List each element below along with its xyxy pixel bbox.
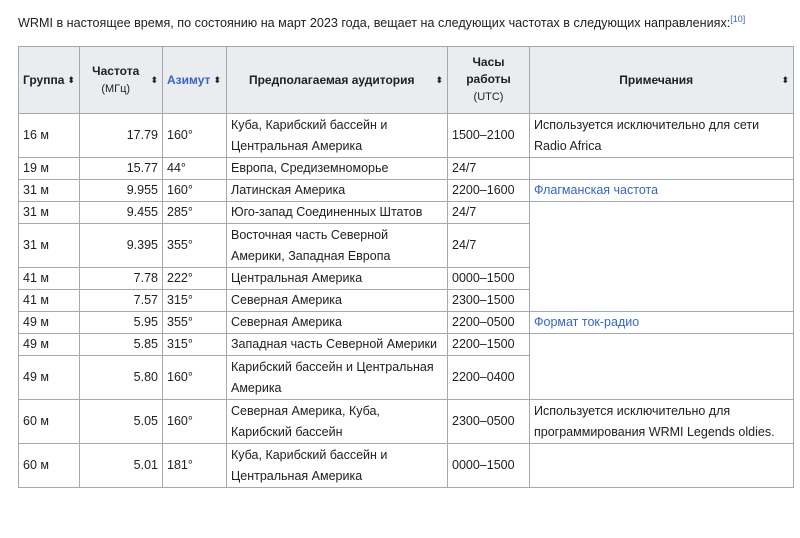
table-row: 60 м 5.01 181° Куба, Карибский бассейн и Центральная Америка 0000–1500 [19,444,794,488]
intro-text: WRMI в настоящее время, по состоянию на март 2023 года, вещает на следующих частотах в следующих направлениях: [18,16,731,30]
column-header-azimuth[interactable] [163,47,227,114]
note-cell [530,312,794,334]
table-row: 31 м 9.955 160° Латинская Америка 2200–1600 Флагманская частота [19,180,794,202]
table-row: 49 м 5.85 315° Западная часть Северной Америки 2200–1500 [19,334,794,356]
note-cell-empty [530,444,794,488]
note-cell-empty [530,202,794,312]
table-row: 49 м 5.95 355° Северная Америка 2200–0500 Формат ток-радио [19,312,794,334]
table-row: 41 м 7.57 315° Северная Америка 2300–1500 [19,290,794,312]
reference-link-10[interactable]: [10] [730,13,746,24]
column-header-frequency[interactable]: Частота (МГц) ⬍ [80,47,163,114]
talk-radio-format-link[interactable]: Формат ток-радио [534,315,640,329]
sort-icon: ⬍ [781,74,789,85]
table-row: 49 м 5.80 160° Карибский бассейн и Центральная Америка 2200–0400 [19,356,794,400]
column-header-hours: Часы работы (UTC) [448,47,530,114]
sort-icon: ⬍ [150,74,158,85]
intro-paragraph [18,14,800,32]
table-row: 19 м 15.77 44° Европа, Средиземноморье 24/7 [19,158,794,180]
frequency-table [18,46,794,488]
column-header-notes[interactable]: Примечания ⬍ [530,47,794,114]
table-row: 31 м 9.395 355° Восточная часть Северной Америки, Западная Европа 24/7 [19,224,794,268]
note-cell-empty [530,334,794,400]
sort-icon: ⬍ [213,74,221,85]
table-header-row [19,47,794,114]
note-cell [530,180,794,202]
table-row: 31 м 9.455 285° Юго-запад Соединенных Штатов 24/7 [19,202,794,224]
azimuth-link[interactable]: Азимут [167,72,211,87]
sort-icon: ⬍ [67,74,75,85]
table-row: 41 м 7.78 222° Центральная Америка 0000–1500 [19,268,794,290]
table-row: 60 м 5.05 160° Северная Америка, Куба, Карибский бассейн 2300–0500 Используется исключительно для программирования WRMI Legends oldies. [19,400,794,444]
note-cell: Используется исключительно для сети Radio Africa [530,114,794,158]
table-row: 16 м 17.79 160° Куба, Карибский бассейн и Центральная Америка 1500–2100 Используется исключительно для сети Radio Africa [19,114,794,158]
flagship-frequency-link[interactable]: Флагманская частота [534,183,659,197]
sort-icon: ⬍ [435,74,443,85]
column-header-group[interactable]: Группа ⬍ [19,47,80,114]
column-header-audience[interactable]: Предполагаемая аудитория ⬍ [227,47,448,114]
note-cell: Используется исключительно для программирования WRMI Legends oldies. [530,400,794,444]
note-cell-empty [530,158,794,180]
